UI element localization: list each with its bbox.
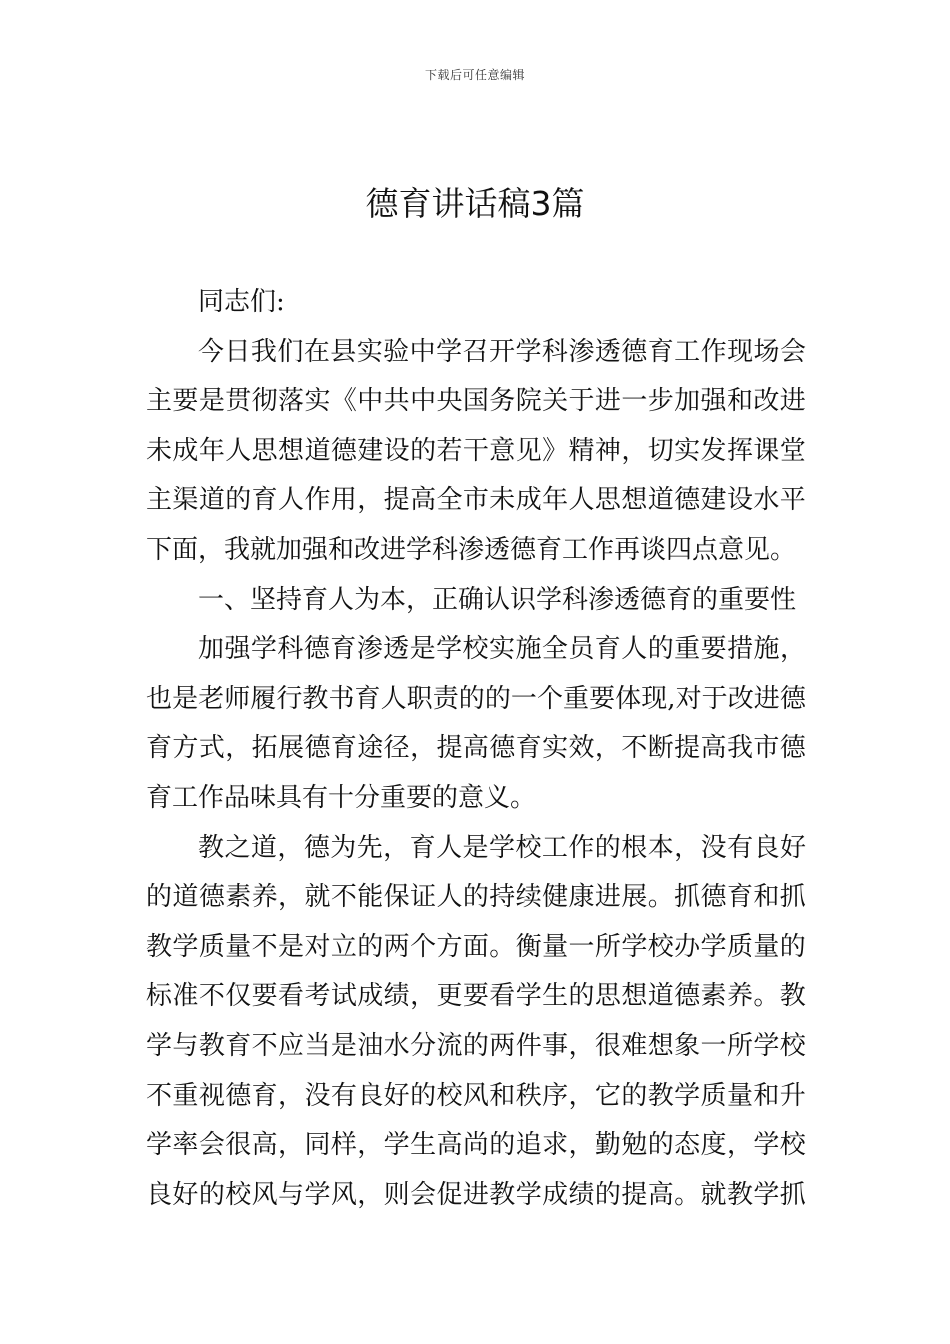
- text-line: 一、坚持育人为本，正确认识学科渗透德育的重要性: [198, 584, 797, 615]
- text-line: 学 与 教 育 不 应 当 是 油 水 分 流 的 两 件 事 ， 很 难 想 象 一 所 学 校: [146, 1030, 806, 1061]
- text-line: 今 日 我 们 在 县 实 验 中 学 召 开 学 科 渗 透 德 育 工 作 现 场 会: [198, 336, 806, 367]
- text-line: 教 之 道 ， 德 为 先 ， 育 人 是 学 校 工 作 的 根 本 ， 没 有 良 好: [198, 832, 806, 863]
- text-line: 标 准 不 仅 要 看 考 试 成 绩 ， 更 要 看 学 生 的 思 想 道 德 素 养 。 教: [146, 981, 806, 1012]
- text-line: 主 要 是 贯 彻 落 实 《 中 共 中 央 国 务 院 关 于 进 一 步 加 强 和 改 进: [146, 386, 806, 417]
- text-line: 良 好 的 校 风 与 学 风 ， 则 会 促 进 教 学 成 绩 的 提 高 。 就 教 学 抓: [146, 1179, 806, 1210]
- text-line: 育 方 式 ， 拓 展 德 育 途 径 ， 提 高 德 育 实 效 ， 不 断 提 高 我 市 德: [146, 733, 806, 764]
- text-line: 的 道 德 素 养 ， 就 不 能 保 证 人 的 持 续 健 康 进 展 。 抓 德 育 和 抓: [146, 882, 806, 913]
- header-note: 下载后可任意编辑: [424, 68, 525, 82]
- text-line: 同志们:: [198, 287, 285, 317]
- text-line: 不 重 视 德 育 ， 没 有 良 好 的 校 风 和 秩 序 ， 它 的 教 学 质 量 和 升: [146, 1080, 806, 1111]
- text-line: 育工作品味具有十分重要的意义。: [146, 782, 537, 813]
- text-line: 主 渠 道 的 育 人 作 用 ， 提 高 全 市 未 成 年 人 思 想 道 德 建 设 水 平: [146, 485, 806, 516]
- text-line: 学 率 会 很 高 ， 同 样 ， 学 生 高 尚 的 追 求 ， 勤 勉 的 态 度 ， 学 校: [146, 1130, 806, 1161]
- document-body: [146, 278, 806, 1220]
- text-line: 加 强 学 科 德 育 渗 透 是 学 校 实 施 全 员 育 人 的 重 要 措 施 ，: [198, 634, 806, 665]
- text-line: 也 是 老 师 履 行 教 书 育 人 职 责 的 的 一 个 重 要 体 现 , 对 于 改 进 德: [146, 683, 806, 714]
- text-line: 下面，我就加强和改进学科渗透德育工作再谈四点意见。: [146, 534, 797, 565]
- text-line: 教 学 质 量 不 是 对 立 的 两 个 方 面 。 衡 量 一 所 学 校 办 学 质 量 的: [146, 931, 806, 962]
- document-title: 德育讲话稿3篇: [365, 184, 585, 223]
- text-line: 未 成 年 人 思 想 道 德 建 设 的 若 干 意 见 》 精 神 ， 切 实 发 挥 课 堂: [146, 435, 806, 466]
